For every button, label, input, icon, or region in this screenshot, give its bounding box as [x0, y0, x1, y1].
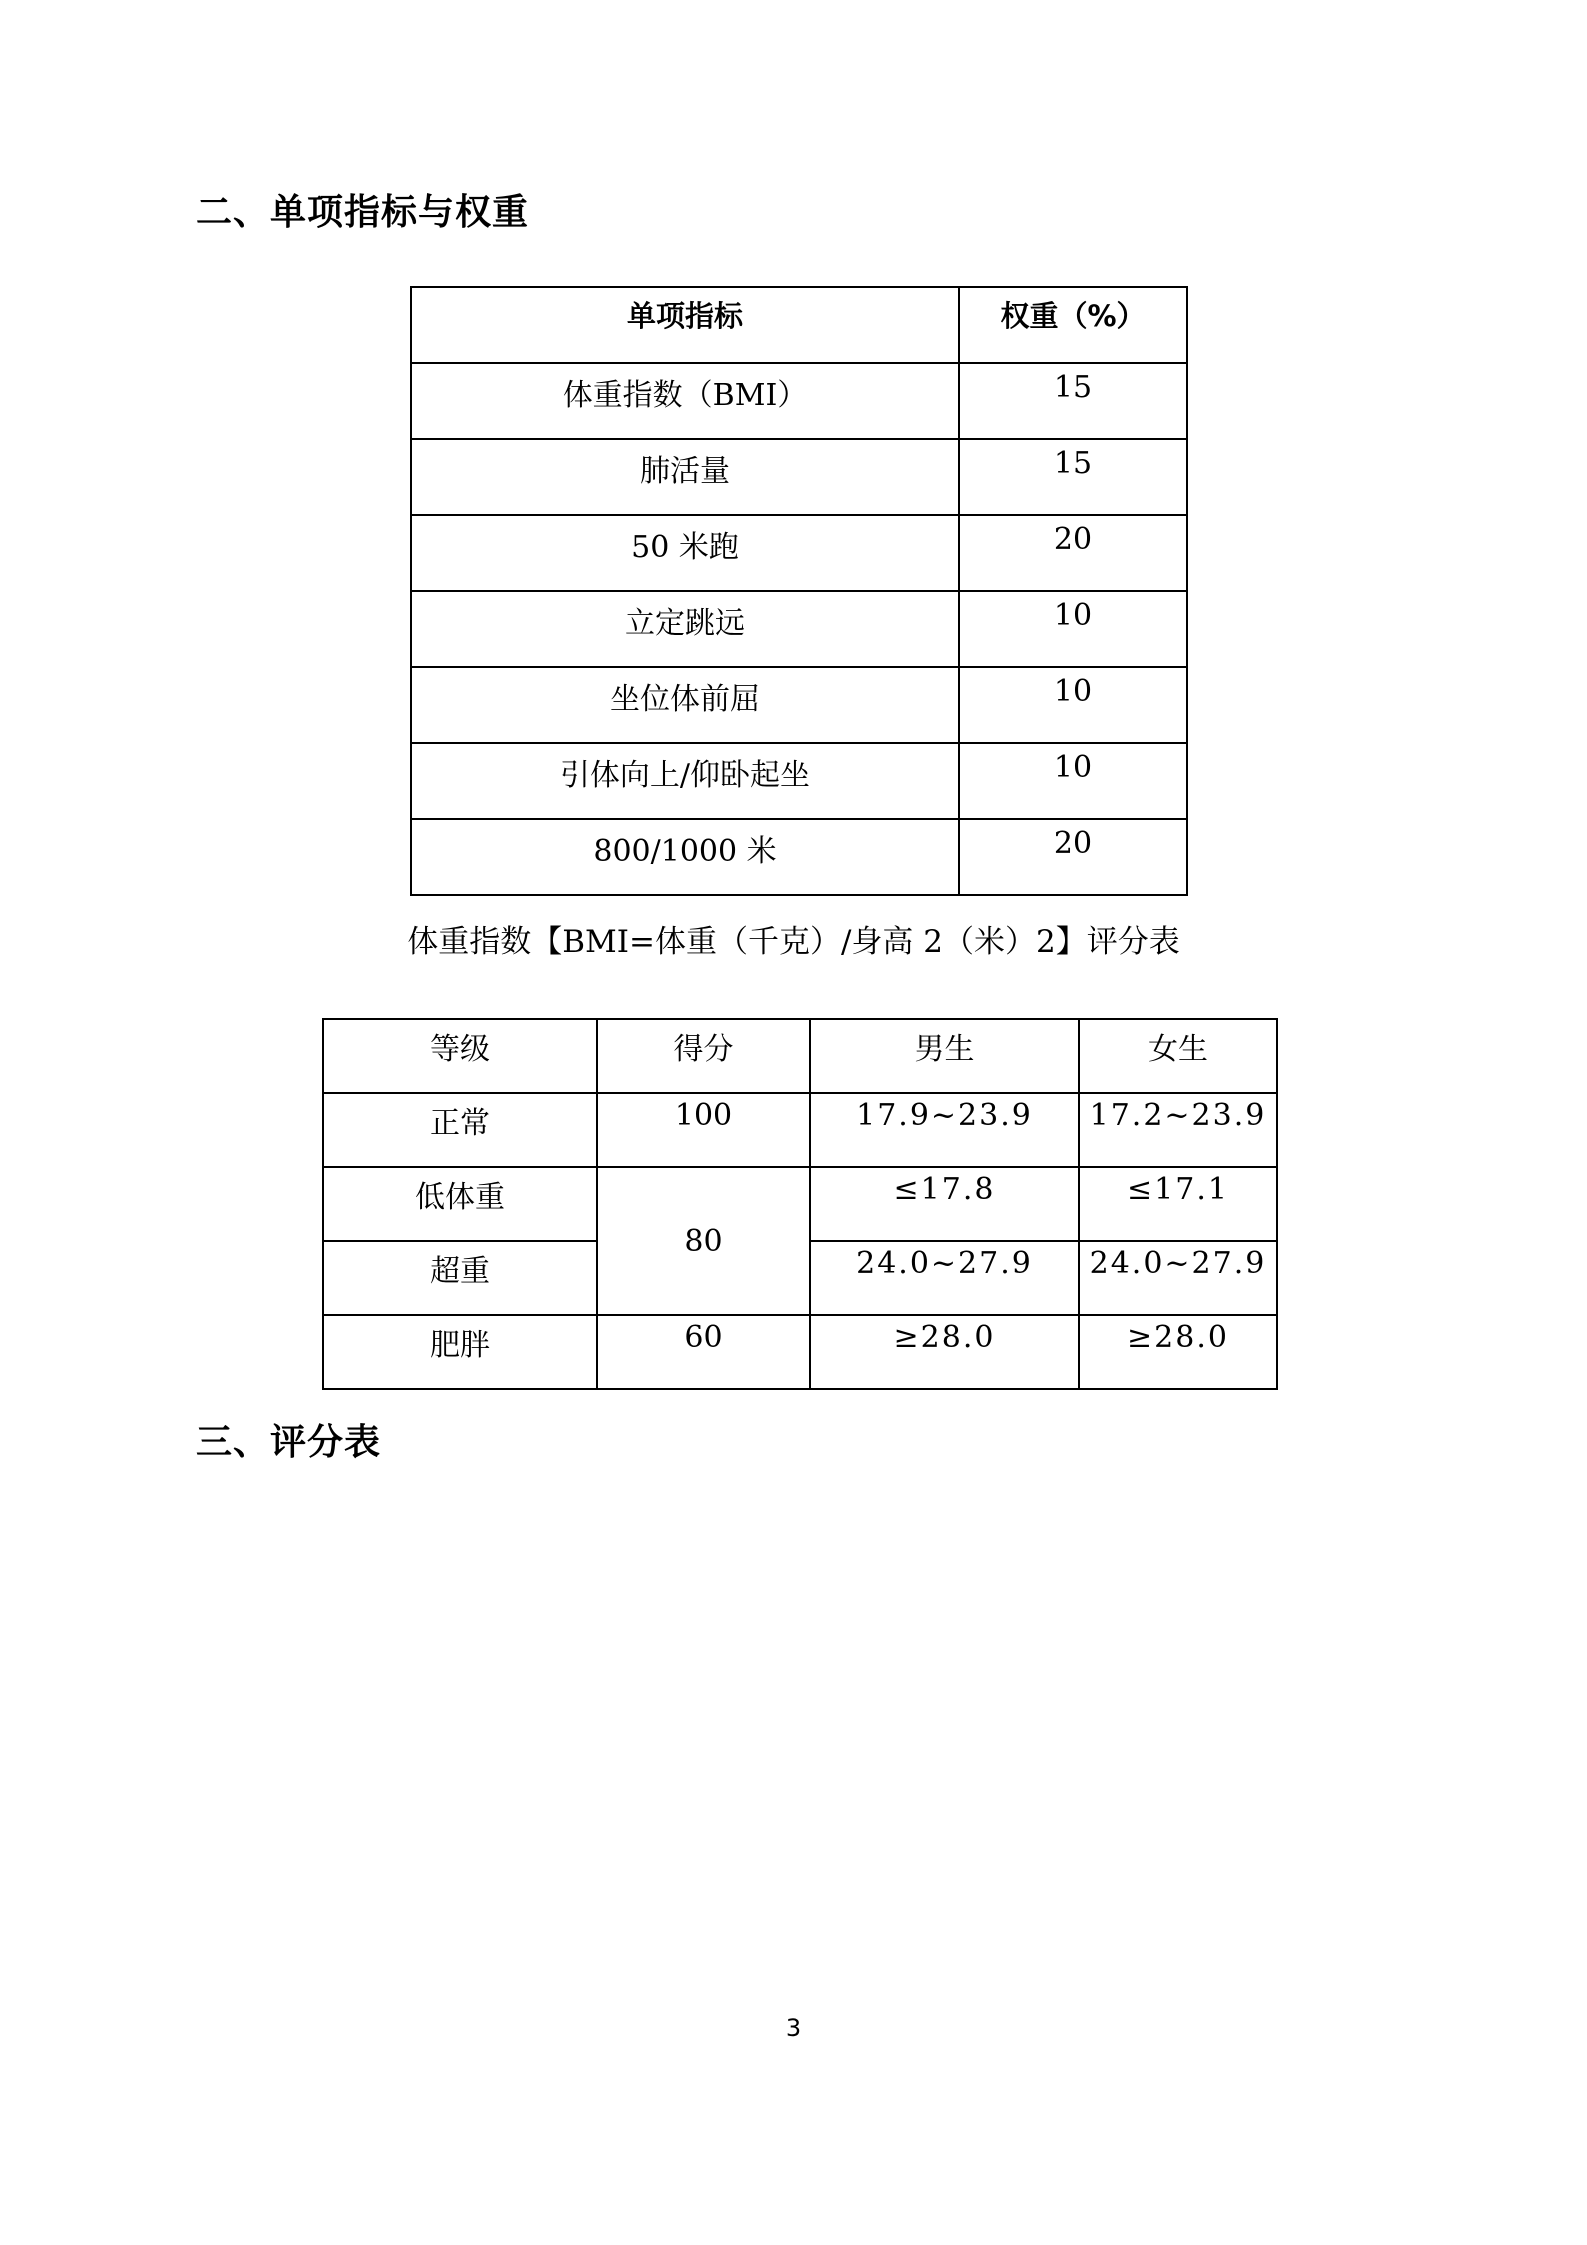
page-number: 3: [785, 2014, 802, 2042]
weight-cell: 10: [959, 743, 1187, 819]
column-header-female: 女生: [1079, 1019, 1277, 1093]
score-cell: 100: [597, 1093, 810, 1167]
weights-table: [410, 286, 1188, 896]
table-row: [323, 1093, 1277, 1167]
table-row: [323, 1315, 1277, 1389]
grade-cell: 肥胖: [323, 1315, 597, 1389]
female-range-cell: ≥28.0: [1079, 1315, 1277, 1389]
column-header-grade: 等级: [323, 1019, 597, 1093]
table-row: [323, 1167, 1277, 1241]
table-row: [411, 667, 1187, 743]
indicator-cell: 体重指数（BMI）: [411, 363, 959, 439]
column-header-indicator: 单项指标: [411, 287, 959, 363]
score-cell: 60: [597, 1315, 810, 1389]
weight-cell: 20: [959, 515, 1187, 591]
table-row: [411, 591, 1187, 667]
indicator-cell: 50 米跑: [411, 515, 959, 591]
table-row: [411, 515, 1187, 591]
female-range-cell: 24.0~27.9: [1079, 1241, 1277, 1315]
male-range-cell: 17.9~23.9: [810, 1093, 1079, 1167]
section-heading-score-table: 三、评分表: [196, 1422, 382, 1463]
bmi-table-title: 体重指数【BMI=体重（千克）/身高 2（米）2】评分表: [407, 924, 1180, 960]
weight-cell: 10: [959, 591, 1187, 667]
bmi-score-table: [322, 1018, 1278, 1390]
grade-cell: 正常: [323, 1093, 597, 1167]
female-range-cell: ≤17.1: [1079, 1167, 1277, 1241]
table-row: [411, 819, 1187, 895]
weight-cell: 20: [959, 819, 1187, 895]
male-range-cell: ≥28.0: [810, 1315, 1079, 1389]
column-header-score: 得分: [597, 1019, 810, 1093]
table-header-row: [323, 1019, 1277, 1093]
column-header-weight: 权重（%）: [959, 287, 1187, 363]
weight-cell: 10: [959, 667, 1187, 743]
weight-cell: 15: [959, 363, 1187, 439]
male-range-cell: ≤17.8: [810, 1167, 1079, 1241]
indicator-cell: 坐位体前屈: [411, 667, 959, 743]
grade-cell: 低体重: [323, 1167, 597, 1241]
weight-cell: 15: [959, 439, 1187, 515]
table-row: [411, 439, 1187, 515]
indicator-cell: 立定跳远: [411, 591, 959, 667]
table-row: [411, 743, 1187, 819]
score-cell: 80: [597, 1167, 810, 1315]
indicator-cell: 肺活量: [411, 439, 959, 515]
indicator-cell: 800/1000 米: [411, 819, 959, 895]
male-range-cell: 24.0~27.9: [810, 1241, 1079, 1315]
section-heading-weights: 二、单项指标与权重: [196, 192, 530, 233]
table-row: [411, 363, 1187, 439]
grade-cell: 超重: [323, 1241, 597, 1315]
column-header-male: 男生: [810, 1019, 1079, 1093]
female-range-cell: 17.2~23.9: [1079, 1093, 1277, 1167]
indicator-cell: 引体向上/仰卧起坐: [411, 743, 959, 819]
table-header-row: [411, 287, 1187, 363]
